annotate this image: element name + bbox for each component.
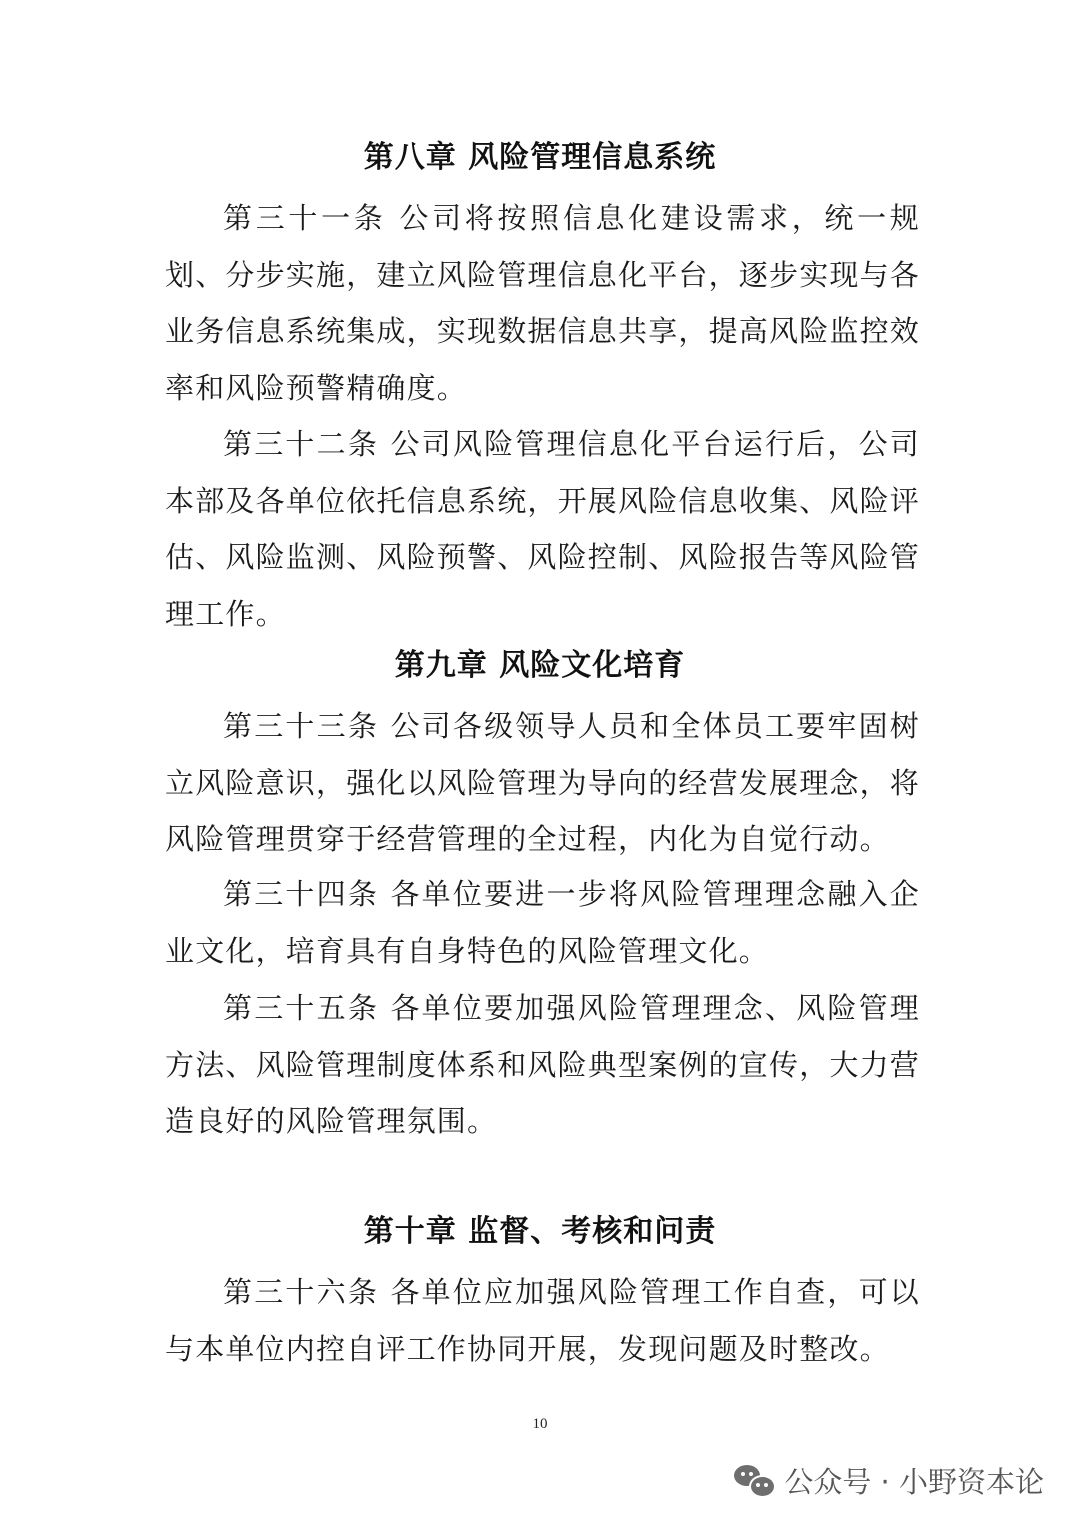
watermark-text: 公众号 · 小野资本论 bbox=[784, 1464, 1044, 1499]
watermark bbox=[734, 1458, 1044, 1502]
chapter-title: 第八章 风险管理信息系统 bbox=[363, 140, 717, 175]
article-paragraph: 第三十五条 各单位要加强风险管理理念、风险管理方法、风险管理制度体系和风险典型案例的宣传，大力营造良好的风险管理氛围。 bbox=[165, 991, 921, 1138]
wechat-icon bbox=[734, 1463, 774, 1497]
article-paragraph: 第三十四条 各单位要进一步将风险管理理念融入企业文化，培育具有自身特色的风险管理文化。 bbox=[165, 877, 920, 968]
article-paragraph: 第三十六条 各单位应加强风险管理工作自查，可以与本单位内控自评工作协同开展，发现问题及时整改。 bbox=[165, 1275, 920, 1366]
article-paragraph: 第三十二条 公司风险管理信息化平台运行后，公司本部及各单位依托信息系统，开展风险信息收集、风险评估、风险监测、风险预警、风险控制、风险报告等风险管理工作。 bbox=[165, 427, 921, 631]
article-paragraph: 第三十三条 公司各级领导人员和全体员工要牢固树立风险意识，强化以风险管理为导向的经营发展理念，将风险管理贯穿于经营管理的全过程，内化为自觉行动。 bbox=[165, 709, 921, 856]
chapter-title: 第九章 风险文化培育 bbox=[394, 648, 686, 683]
page-number: 10 bbox=[532, 1416, 548, 1432]
chapter-title: 第十章 监督、考核和问责 bbox=[363, 1214, 717, 1249]
article-paragraph: 第三十一条 公司将按照信息化建设需求，统一规划、分步实施，建立风险管理信息化平台，逐步实现与各业务信息系统集成，实现数据信息共享，提高风险监控效率和风险预警精确度。 bbox=[165, 201, 921, 405]
